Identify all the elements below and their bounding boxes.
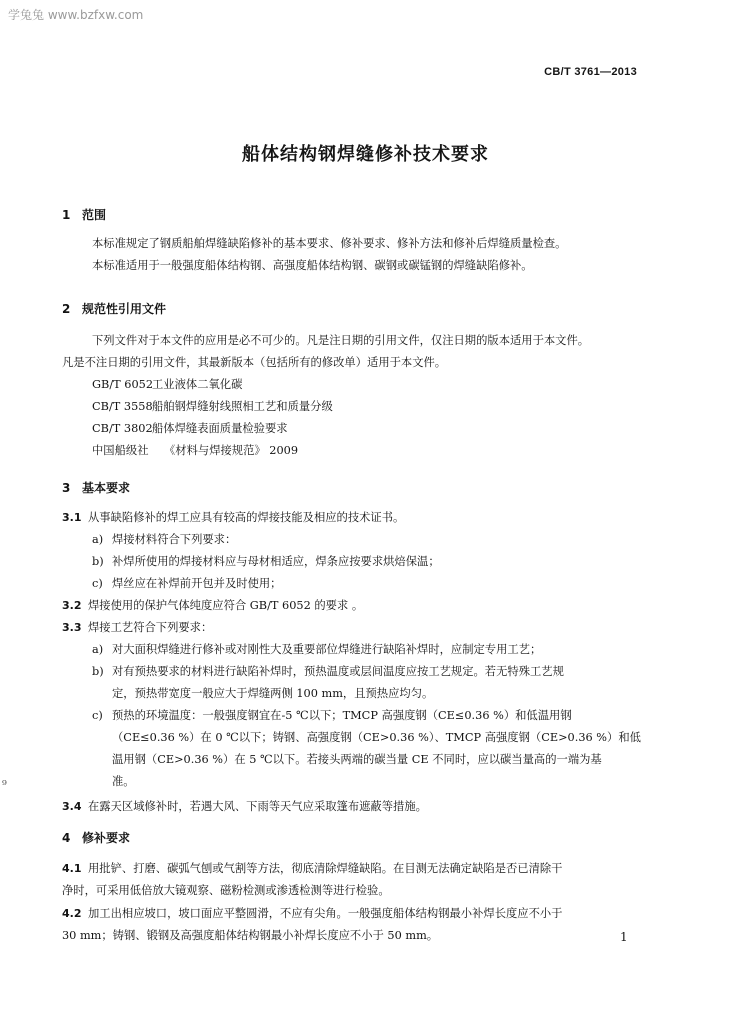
clause-text: 用批铲、打磨、碳弧气刨或气割等方法，彻底清除焊缝缺陷。在目测无法确定缺陷是否已清除干 [88, 862, 563, 875]
section-title: 规范性引用文件 [82, 302, 167, 316]
section-title: 范围 [82, 208, 107, 222]
watermark-text: 学兔兔 www.bzfxw.com [8, 8, 144, 22]
clause-number: 3.4 [62, 800, 82, 813]
item-text: 焊丝应在补焊前开包并及时使用； [112, 577, 282, 590]
section-1-heading [62, 206, 106, 223]
clause-text: 在露天区域修补时，若遇大风、下雨等天气应采取篷布遮蔽等措施。 [88, 800, 427, 813]
references-intro-line-2: 凡是不注日期的引用文件，其最新版本（包括所有的修改单）适用于本文件。 [62, 356, 447, 369]
clause-number: 4.2 [62, 907, 82, 920]
list-item [92, 661, 564, 683]
reference-title: 船体焊缝表面质量检验要求 [152, 422, 288, 435]
clause-number: 3.3 [62, 621, 82, 634]
item-text: 焊接材料符合下列要求： [112, 533, 237, 546]
document-title: 船体结构钢焊缝修补技术要求 [242, 144, 489, 165]
list-item [92, 705, 572, 727]
scope-paragraph-2: 本标准适用于一般强度船体结构钢、高强度船体结构钢、碳钢或碳锰钢的焊缝缺陷修补。 [92, 259, 533, 272]
item-continuation: 定，预热带宽度一般应大于焊缝两侧 100 mm，且预热应均匀。 [112, 687, 434, 700]
clause-3-1 [62, 507, 404, 529]
section-2-heading [62, 300, 166, 317]
clause-4-2 [62, 903, 562, 925]
standard-code: CB/T 3761—2013 [544, 66, 637, 78]
list-item [92, 639, 541, 661]
list-item [92, 551, 440, 573]
section-3-heading [62, 479, 130, 496]
item-marker: b) [92, 555, 104, 568]
section-4-heading [62, 829, 130, 846]
list-item [92, 573, 281, 595]
item-marker: c) [92, 709, 103, 722]
item-marker: a) [92, 643, 104, 656]
item-continuation: 准。 [112, 775, 135, 788]
reference-title: 《材料与焊接规范》 2009 [164, 444, 299, 457]
reference-title: 工业液体二氧化碳 [152, 378, 243, 391]
item-marker: a) [92, 533, 104, 546]
section-number: 1 [62, 208, 71, 222]
item-continuation: （CE≤0.36 %）在 0 ℃以下；铸钢、高强度钢（CE>0.36 %）、TMCP 高强度钢（CE>0.36 %）和低 [112, 731, 641, 744]
item-continuation: 温用钢（CE>0.36 %）在 5 ℃以下。若接头两端的碳当量 CE 不同时，应以碳当量高的一端为基 [112, 753, 602, 766]
reference-code: GB/T 6052 [92, 378, 154, 391]
reference-code: CB/T 3558 [92, 400, 153, 413]
clause-number: 3.1 [62, 511, 82, 524]
reference-item [92, 396, 333, 418]
clause-text: 加工出相应坡口，坡口面应平整圆滑，不应有尖角。一般强度船体结构钢最小补焊长度应不小于 [88, 907, 563, 920]
clause-number: 3.2 [62, 599, 82, 612]
item-marker: c) [92, 577, 103, 590]
item-text: 对有预热要求的材料进行缺陷补焊时，预热温度或层间温度应按工艺规定。若无特殊工艺规 [112, 665, 564, 678]
list-item [92, 529, 236, 551]
clause-4-1 [62, 858, 562, 880]
item-marker: b) [92, 665, 104, 678]
clause-text: 焊接工艺符合下列要求： [88, 621, 213, 634]
reference-item [92, 374, 242, 396]
section-title: 基本要求 [82, 481, 131, 495]
clause-3-3 [62, 617, 212, 639]
clause-text: 焊接使用的保护气体纯度应符合 GB/T 6052 的要求 。 [88, 599, 364, 612]
section-number: 4 [62, 831, 71, 845]
page-number: 1 [620, 930, 628, 944]
references-intro-line-1: 下列文件对于本文件的应用是必不可少的。凡是注日期的引用文件，仅注日期的版本适用于本文件。 [92, 334, 590, 347]
item-text: 补焊所使用的焊接材料应与母材相适应，焊条应按要求烘焙保温； [112, 555, 440, 568]
clause-text: 从事缺陷修补的焊工应具有较高的焊接技能及相应的技术证书。 [88, 511, 405, 524]
reference-code: 中国船级社 [92, 444, 149, 457]
reference-item [92, 418, 288, 440]
item-text: 预热的环境温度：一般强度钢宜在-5 ℃以下；TMCP 高强度钢（CE≤0.36 %）和低温用钢 [112, 709, 572, 722]
scope-paragraph-1: 本标准规定了钢质船舶焊缝缺陷修补的基本要求、修补要求、修补方法和修补后焊缝质量检查。 [92, 237, 567, 250]
reference-title: 船舶钢焊缝射线照相工艺和质量分级 [152, 400, 333, 413]
clause-continuation: 净时，可采用低倍放大镜观察、磁粉检测或渗透检测等进行检验。 [62, 884, 390, 897]
section-number: 3 [62, 481, 71, 495]
section-number: 2 [62, 302, 71, 316]
reference-code: CB/T 3802 [92, 422, 153, 435]
clause-number: 4.1 [62, 862, 82, 875]
clause-continuation: 30 mm；铸钢、锻钢及高强度船体结构钢最小补焊长度应不小于 50 mm。 [62, 929, 439, 942]
item-text: 对大面积焊缝进行修补或对刚性大及重要部位焊缝进行缺陷补焊时，应制定专用工艺； [112, 643, 542, 656]
scan-edge-mark: ⁹ [2, 778, 7, 792]
reference-item [92, 440, 298, 462]
clause-3-2 [62, 595, 363, 617]
section-title: 修补要求 [82, 831, 131, 845]
clause-3-4 [62, 796, 427, 818]
